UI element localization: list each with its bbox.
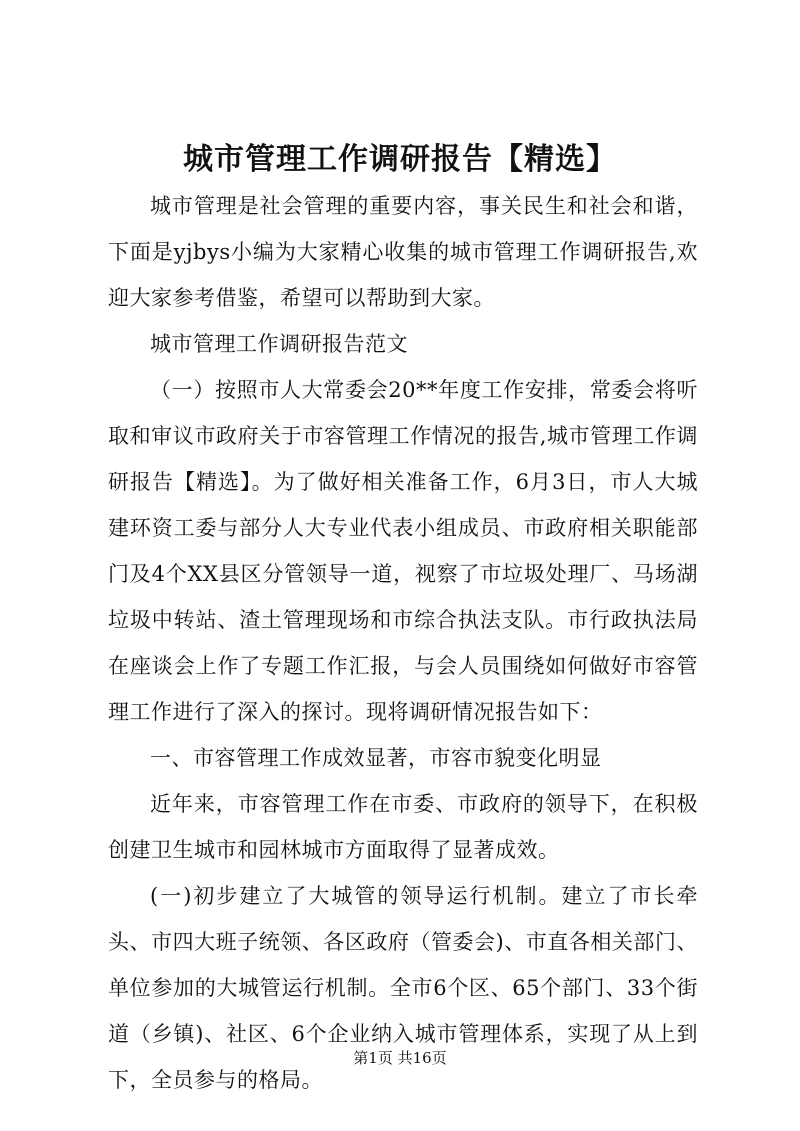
paragraph-mechanism: (一)初步建立了大城管的领导运行机制。建立了市长牵头、市四大班子统领、各区政府（管委会)、市直各相关部门、单位参加的大城管运行机制。全市6个区、65个部门、33个街道（乡镇)、社区、6个企业纳入城市管理体系，实现了从上到下，全员参与的格局。 <box>108 884 698 1092</box>
paragraph-background: （一）按照市人大常委会20**年度工作安排，常委会将听取和审议市政府关于市容管理工作情况的报告,城市管理工作调研报告【精选】。为了做好相关准备工作，6月3日，市人大城建环资工委与部分人大专业代表小组成员、市政府相关职能部门及4个XX县区分管领导一道，视察了市垃圾处理厂、马场湖垃圾中转站、渣土管理现场和市综合执法支队。市行政执法局在座谈会上作了专题工作汇报，与会人员围绕如何做好市容管理工作进行了深入的探讨。现将调研情况报告如下： <box>108 378 698 724</box>
page-number-footer: 第1页 共16页 <box>353 1049 447 1067</box>
document-body <box>108 183 698 1103</box>
section-heading-one: 一、市容管理工作成效显著，市容市貌变化明显 <box>150 746 602 770</box>
section-heading-sample: 城市管理工作调研报告范文 <box>150 332 408 356</box>
document-title: 城市管理工作调研报告【精选】 <box>183 142 617 177</box>
intro-paragraph: 城市管理是社会管理的重要内容，事关民生和社会和谐，下面是yjbys小编为大家精心收集的城市管理工作调研报告,欢迎大家参考借鉴，希望可以帮助到大家。 <box>108 194 698 310</box>
paragraph-recent-years: 近年来，市容管理工作在市委、市政府的领导下，在积极创建卫生城市和园林城市方面取得了显著成效。 <box>108 792 698 862</box>
